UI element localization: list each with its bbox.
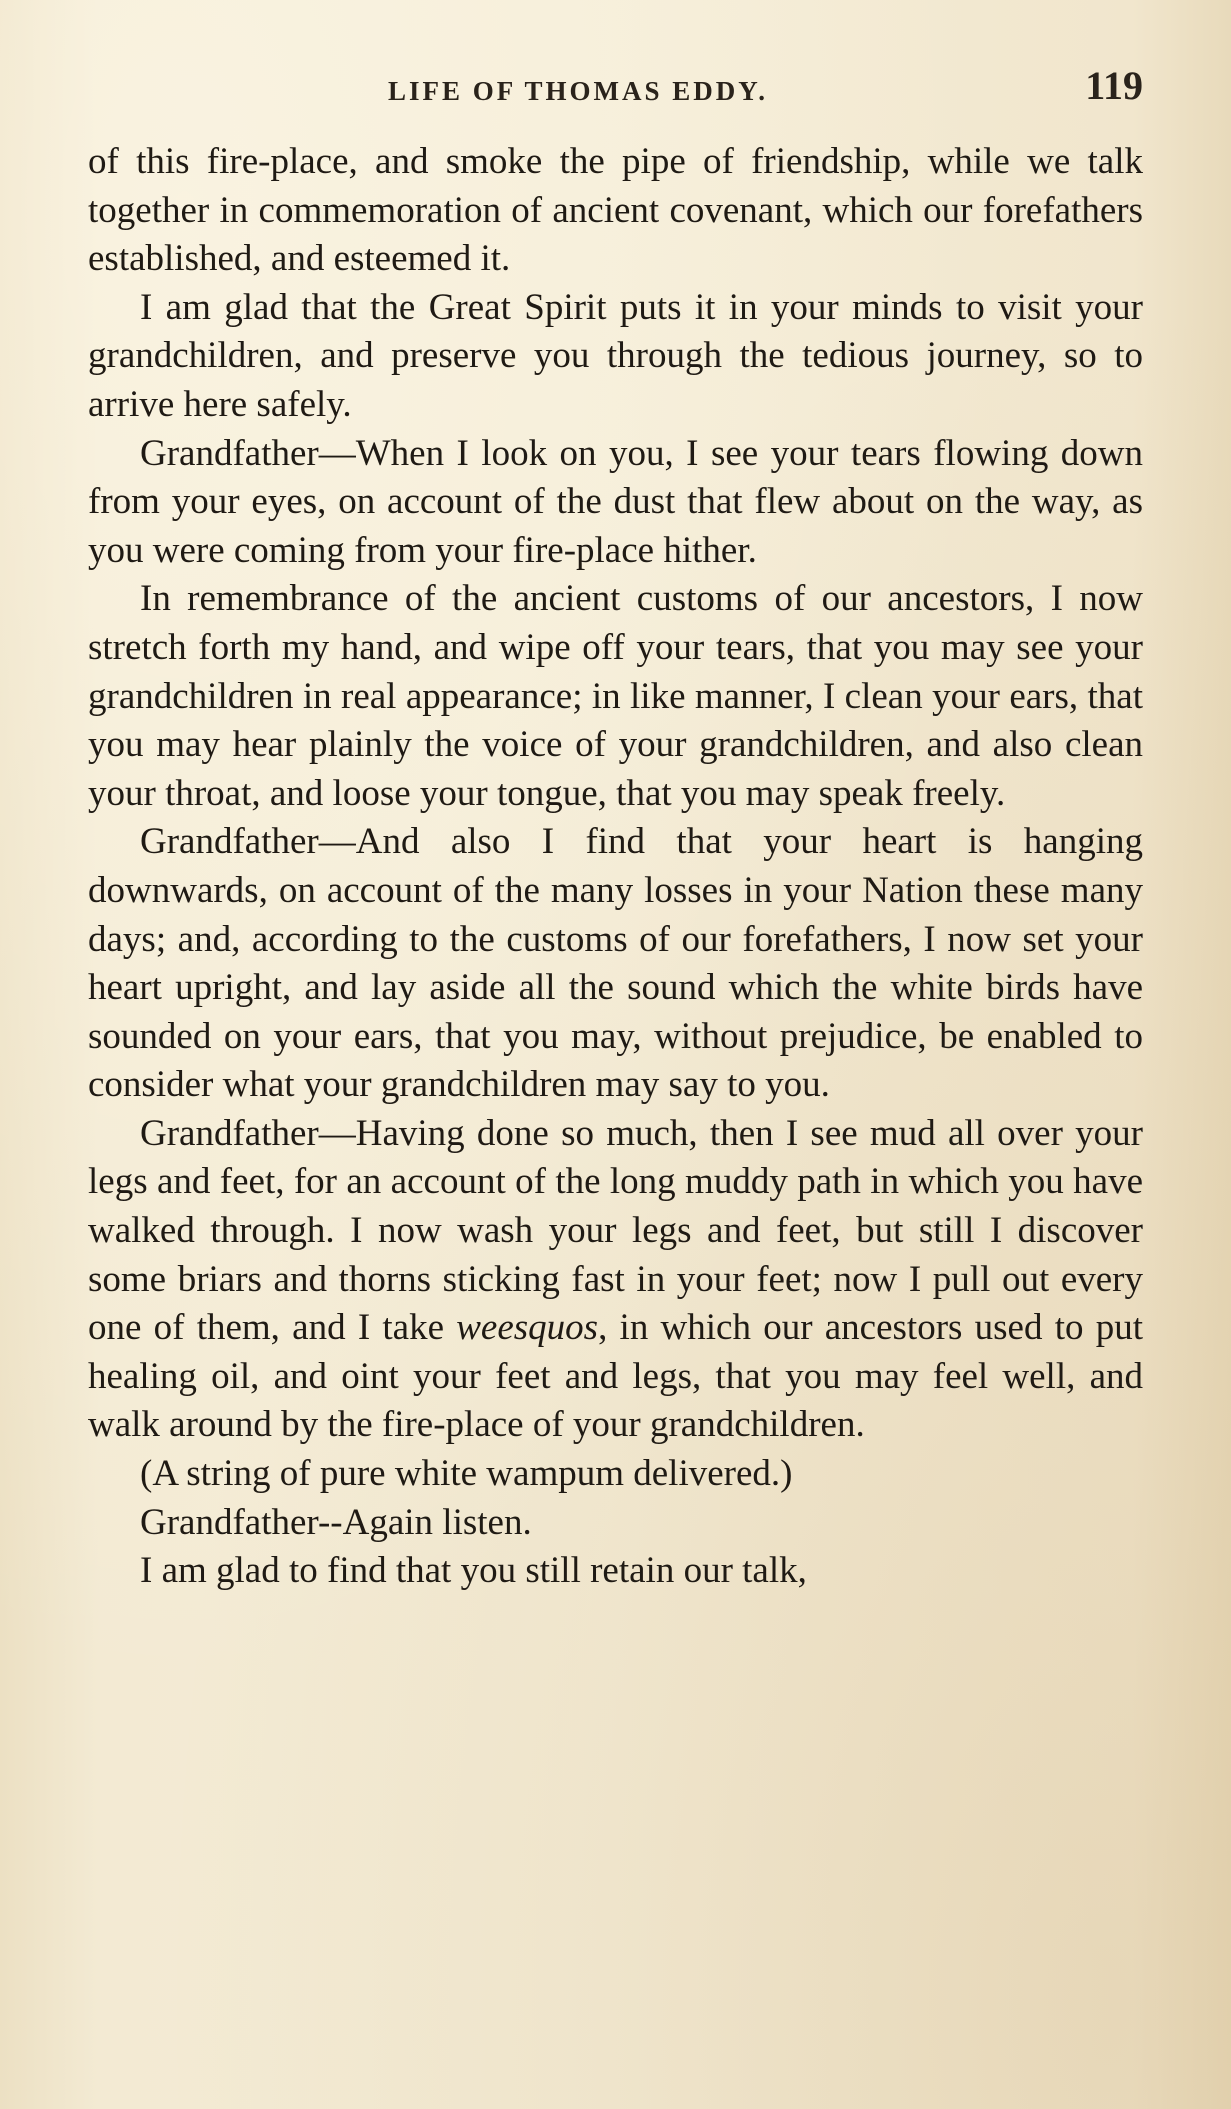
paragraph bbox=[88, 1110, 1143, 1450]
paragraph-text: , in which our ancestors used to put healing oil, and oint your feet and legs, that you may feel well, and walk around by the fire-place of your grandchildren. bbox=[88, 1307, 1143, 1446]
paragraph: Grandfather--Again listen. bbox=[140, 1501, 532, 1543]
paragraph: I am glad to find that you still retain our talk, bbox=[140, 1550, 807, 1592]
running-head-title: LIFE OF THOMAS EDDY. bbox=[388, 76, 769, 106]
paragraph: Grandfather—And also I find that your heart is hanging downwards, on account of the many losses in your Nation these many days; and, according to the customs of our forefathers, I now set your heart upright, and lay aside all the sound which the white birds have sounded on your ears, that you may, without prejudice, be enabled to consider what your grandchildren may say to you. bbox=[88, 821, 1143, 1106]
body-text bbox=[88, 138, 1143, 1596]
page-number: 119 bbox=[1085, 63, 1143, 108]
paragraph-text: Grandfather—Having done so much, then I see mud all over your legs and feet, for an account of the long muddy path in which you have walked through. I now wash your legs and feet, but still I discover some briars and thorns sticking fast in your feet; now I pull out every one of them, and I take bbox=[88, 1112, 1143, 1349]
stage-direction: (A string of pure white wampum delivered.) bbox=[140, 1453, 793, 1495]
italic-word: weesquos bbox=[456, 1307, 599, 1349]
paragraph: Grandfather—When I look on you, I see your tears flowing down from your eyes, on account of the dust that flew about on the way, as you were coming from your fire-place hither. bbox=[88, 432, 1143, 571]
running-head bbox=[88, 62, 1143, 118]
paragraph-continued: of this fire-place, and smoke the pipe of friendship, while we talk together in commemoration of ancient covenant, which our forefathers established, and esteemed it. bbox=[88, 141, 1143, 280]
paragraph: I am glad that the Great Spirit puts it in your minds to visit your grandchildren, and preserve you through the tedious journey, so to arrive here safely. bbox=[88, 286, 1143, 425]
paragraph: In remembrance of the ancient customs of our ancestors, I now stretch forth my hand, and wipe off your tears, that you may see your grandchildren in real appearance; in like manner, I clean your ears, that you may hear plainly the voice of your grandchildren, and also clean your throat, and loose your tongue, that you may speak freely. bbox=[88, 578, 1143, 814]
